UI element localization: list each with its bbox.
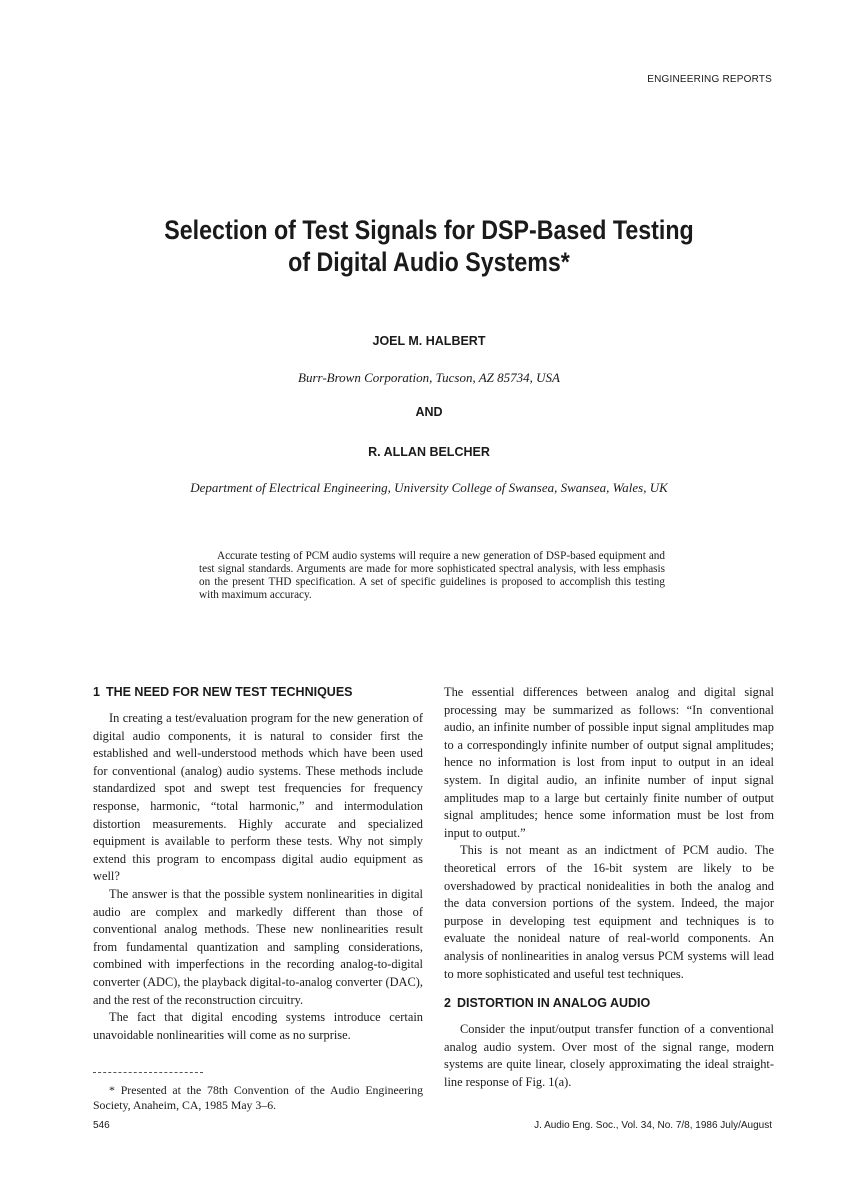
paragraph: In creating a test/evaluation program for the new generation of digital audio components, it is natural to consider first the established and well-understood methods which have been used for conventional (analog) audio systems. These methods include standardized spot and swept test frequencies for frequency response, harmonic, “total harmonic,” and intermodulation distortion measurements. Highly accurate and specialized equipment is available to perform these tests. Why not simply extend this program to encompass digital audio equipment as well?: [93, 711, 423, 884]
author-2: R. ALLAN BELCHER: [368, 445, 490, 459]
paragraph: The essential differences between analog and digital signal processing may be summarized as follows: “In conventional audio, an infinite number of possible input signal amplitudes map to a correspondingly infinite number of output signal amplitudes; hence no information is lost from input to output in an ideal system. In digital audio, an infinite number of input signal amplitudes map to a large but certainly finite number of output signal amplitudes; hence some information must be lost from input to output.”: [444, 685, 774, 840]
affiliation-1: Burr-Brown Corporation, Tucson, AZ 85734, USA: [298, 370, 560, 385]
section-2-number: 2: [444, 996, 451, 1011]
paper-title: [60, 214, 798, 278]
paragraph: The answer is that the possible system nonlinearities in digital audio are complex and markedly different than those of conventional analog methods. These new nonlinearities result from fundamental quantization and sampling considerations, combined with imperfections in the recording analog-to-digital converter (ADC), the playback digital-to-analog converter (DAC), and the rest of the reconstruction circuitry.: [93, 886, 423, 1007]
author-1: JOEL M. HALBERT: [372, 334, 486, 348]
section-1-heading: [93, 684, 423, 700]
running-head: ENGINEERING REPORTS: [647, 74, 772, 85]
section-1-title: THE NEED FOR NEW TEST TECHNIQUES: [105, 685, 353, 699]
left-column: [93, 684, 423, 1044]
section-2-title: DISTORTION IN ANALOG AUDIO: [456, 996, 651, 1011]
paragraph: This is not meant as an indictment of PCM audio. The theoretical errors of the 16-bit system are likely to be overshadowed by practical nonidealities in both the analog and the data conversion portions of the system. Indeed, the major purpose in developing test equipment and techniques is to evaluate the nonideal nature of real-world components. An analysis of nonlinearities in analog versus PCM systems will lead to more sophisticated and useful test techniques.: [444, 843, 774, 981]
title-line-2: of Digital Audio Systems*: [288, 247, 570, 277]
journal-citation: J. Audio Eng. Soc., Vol. 34, No. 7/8, 1986 July/August: [534, 1120, 772, 1131]
page-number: 546: [93, 1120, 110, 1131]
section-2-heading: [444, 995, 774, 1011]
section-1-number: 1: [93, 685, 100, 699]
paragraph: The fact that digital encoding systems introduce certain unavoidable nonlinearities will come as no surprise.: [93, 1010, 423, 1042]
footnote: * Presented at the 78th Convention of the Audio Engineering Society, Anaheim, CA, 1985 May 3–6.: [93, 1083, 423, 1112]
footnote-divider: [93, 1072, 203, 1073]
title-line-1: Selection of Test Signals for DSP-Based Testing: [164, 215, 694, 245]
paragraph: Consider the input/output transfer function of a conventional analog audio system. Over most of the signal range, modern systems are quite linear, closely approximating the ideal straight-line response of Fig. 1(a).: [444, 1022, 774, 1089]
author-conjunction: AND: [415, 405, 443, 419]
abstract: Accurate testing of PCM audio systems will require a new generation of DSP-based equipment and test signal standards. Arguments are made for more sophisticated spectral analysis, with less emphasis on the present THD specification. A set of specific guidelines is proposed to accomplish this testing with maximum accuracy.: [199, 550, 665, 601]
affiliation-2: Department of Electrical Engineering, University College of Swansea, Swansea, Wales, UK: [190, 480, 668, 495]
right-column: [444, 684, 774, 1091]
